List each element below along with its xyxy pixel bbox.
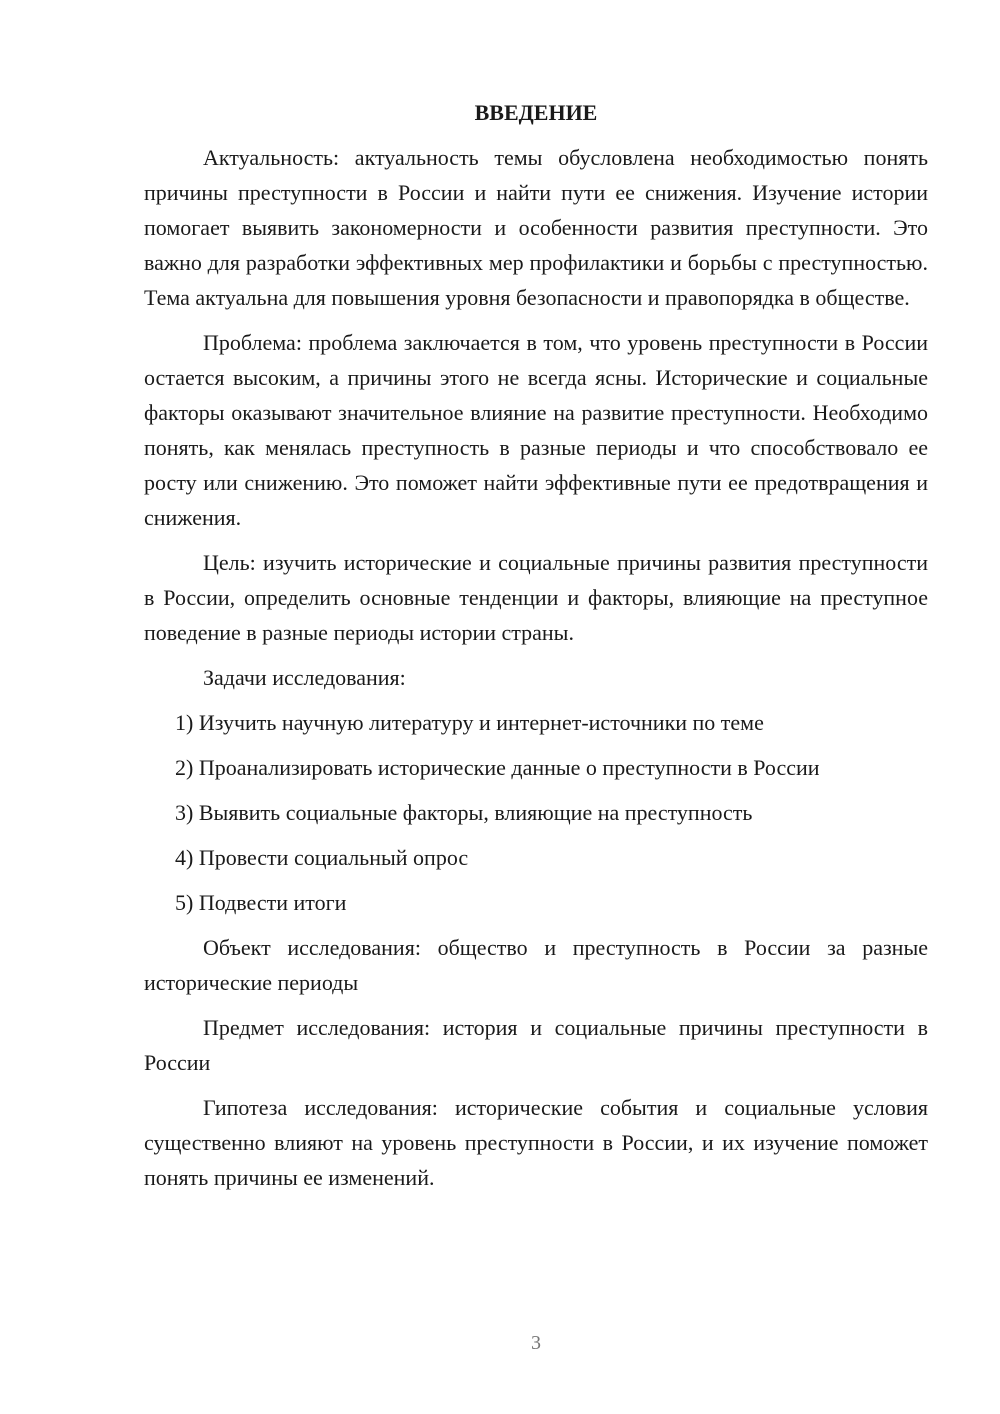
- section-title: ВВЕДЕНИЕ: [474, 100, 598, 125]
- tasks-heading: Задачи исследования:: [203, 665, 406, 690]
- problem-paragraph: Проблема: проблема заключается в том, что уровень преступности в России остается высоким, а причины этого не всегда ясны. Исторические и социальные факторы оказывают значительное влияние на развитие преступности. Необходимо понять, как менялась преступность в разные периоды и что способствовало ее росту или снижению. Это поможет найти эффективные пути ее предотвращения и снижения.: [144, 330, 928, 530]
- list-item: 5) Подвести итоги: [175, 890, 347, 915]
- hypothesis-paragraph: Гипотеза исследования: исторические события и социальные условия существенно влияют на уровень преступности в России, и их изучение поможет понять причины ее изменений.: [144, 1095, 928, 1190]
- subject-paragraph: Предмет исследования: история и социальные причины преступности в России: [144, 1015, 928, 1075]
- list-item: 2) Проанализировать исторические данные о преступности в России: [175, 755, 820, 780]
- page-number: 3: [531, 1332, 541, 1354]
- list-item: 4) Провести социальный опрос: [175, 845, 469, 870]
- goal-paragraph: Цель: изучить исторические и социальные причины развития преступности в России, определить основные тенденции и факторы, влияющие на преступное поведение в разные периоды истории страны.: [144, 550, 928, 645]
- tasks-list: [144, 705, 928, 920]
- page-content: [144, 95, 928, 1205]
- list-item: 3) Выявить социальные факторы, влияющие на преступность: [175, 800, 753, 825]
- list-item: 1) Изучить научную литературу и интернет-источники по теме: [175, 710, 764, 735]
- relevance-paragraph: Актуальность: актуальность темы обусловлена необходимостью понять причины преступности в России и найти пути ее снижения. Изучение истории помогает выявить закономерности и особенности развития преступности. Это важно для разработки эффективных мер профилактики и борьбы с преступностью. Тема актуальна для повышения уровня безопасности и правопорядка в обществе.: [144, 145, 928, 310]
- object-paragraph: Объект исследования: общество и преступность в России за разные исторические периоды: [144, 935, 928, 995]
